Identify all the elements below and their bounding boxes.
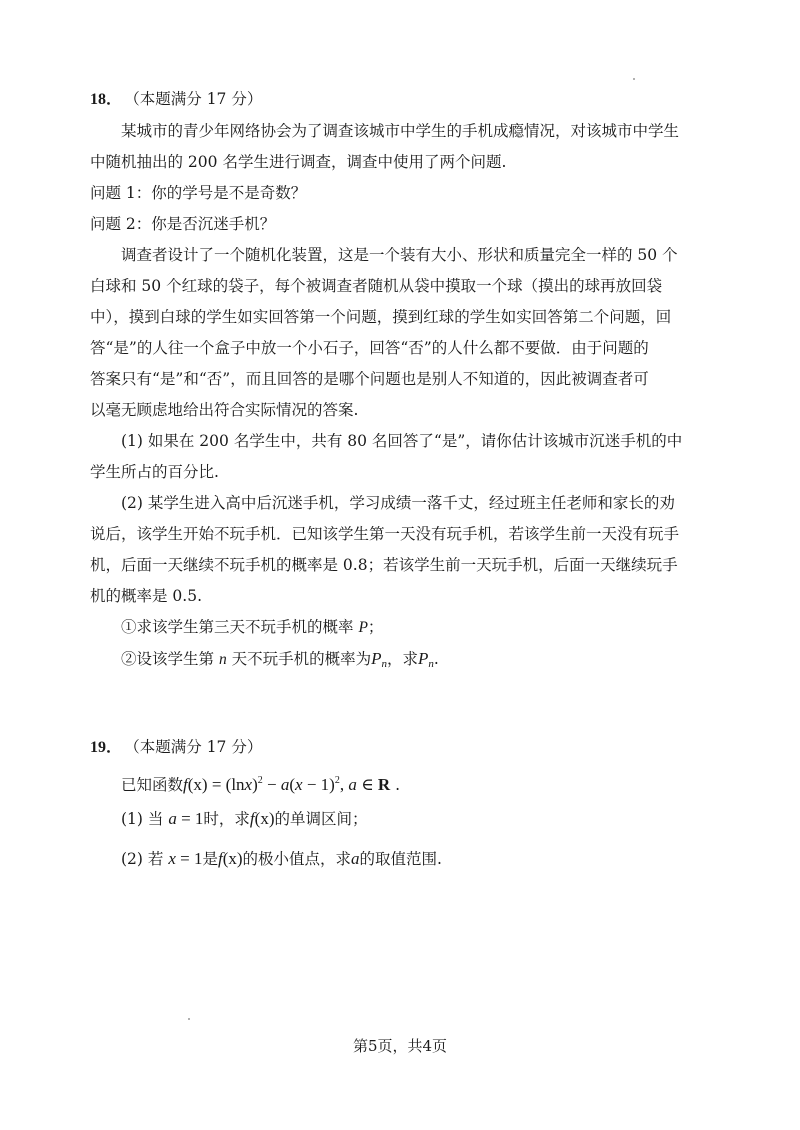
q19-points: （本题满分 17 分） xyxy=(132,738,263,756)
q18-points: （本题满分 17 分） xyxy=(132,90,263,108)
q19-part2: (2) 若 x = 1是f(x)的极小值点，求a的取值范围. xyxy=(121,849,442,868)
q18-part2-line-4: 机的概率是 0.5. xyxy=(90,587,203,605)
q18-device-line-2: 白球和 50 个红球的袋子，每个被调查者随机从袋中摸取一个球（摸出的球再放回袋 xyxy=(90,277,663,295)
q18-intro-line-2: 中随机抽出的 200 名学生进行调查，调查中使用了两个问题. xyxy=(90,153,507,171)
variable-Pn-2: $P_n$ xyxy=(418,649,434,670)
scan-speck xyxy=(188,1018,190,1020)
q19-header xyxy=(90,736,262,759)
q18-question-2: 问题 2：你是否沉迷手机？ xyxy=(90,215,276,233)
page-footer: 第5页，共4页 xyxy=(352,1037,448,1055)
q18-device-line-4: 答“是”的人往一个盒子中放一个小石子，回答“否”的人什么都不要做．由于问题的 xyxy=(90,339,649,357)
q18-subquestion-2: ②设该学生第 n 天不玩手机的概率为$P_n$，求$P_n$. xyxy=(121,649,439,670)
q18-part1-line-1: (1) 如果在 200 名学生中，共有 80 名回答了“是”，请你估计该城市沉迷手机的中 xyxy=(121,432,683,450)
q18-part2-line-1: (2) 某学生进入高中后沉迷手机，学习成绩一落千丈，经过班主任老师和家长的劝 xyxy=(121,494,675,512)
q18-device-line-6: 以毫无顾虑地给出符合实际情况的答案. xyxy=(90,401,359,419)
variable-P: P xyxy=(358,619,368,636)
q18-question-1: 问题 1：你的学号是不是奇数？ xyxy=(90,184,307,202)
q19-number: 19． xyxy=(90,739,123,756)
q18-intro-line-1: 某城市的青少年网络协会为了调查该城市中学生的手机成瘾情况，对该城市中学生 xyxy=(121,122,680,140)
q18-part1-line-2: 学生所占的百分比. xyxy=(90,463,219,481)
q18-header xyxy=(90,88,262,111)
q18-part2-line-2: 说后，该学生开始不玩手机．已知该学生第一天没有玩手机，若该学生前一天没有玩手 xyxy=(90,525,680,543)
q18-device-line-5: 答案只有“是”和“否”，而且回答的是哪个问题也是别人不知道的，因此被调查者可 xyxy=(90,370,649,388)
function-formula: $f(x) = (\ln x)^2 - a(x - 1)^2$, a ∈ R xyxy=(183,775,391,794)
variable-n: n xyxy=(218,651,227,668)
variable-Pn: $P_n$ xyxy=(371,649,388,670)
q18-number: 18． xyxy=(90,91,123,108)
q18-subquestion-1: ①求该学生第三天不玩手机的概率 P； xyxy=(121,618,384,636)
q18-device-line-3: 中），摸到白球的学生如实回答第一个问题，摸到红球的学生如实回答第二个问题，回 xyxy=(90,308,672,326)
q18-device-line-1: 调查者设计了一个随机化装置，这是一个装有大小、形状和质量完全一样的 50 个 xyxy=(121,246,678,264)
scan-speck xyxy=(633,78,635,80)
q19-stem: 已知函数$f(x) = (\ln x)^2 - a(x - 1)^2$, a ∈ R . xyxy=(121,775,401,794)
q19-part1: (1) 当 a = 1时，求f(x)的单调区间； xyxy=(121,809,368,828)
q18-part2-line-3: 机，后面一天继续不玩手机的概率是 0.8；若该学生前一天玩手机，后面一天继续玩手 xyxy=(90,556,678,574)
